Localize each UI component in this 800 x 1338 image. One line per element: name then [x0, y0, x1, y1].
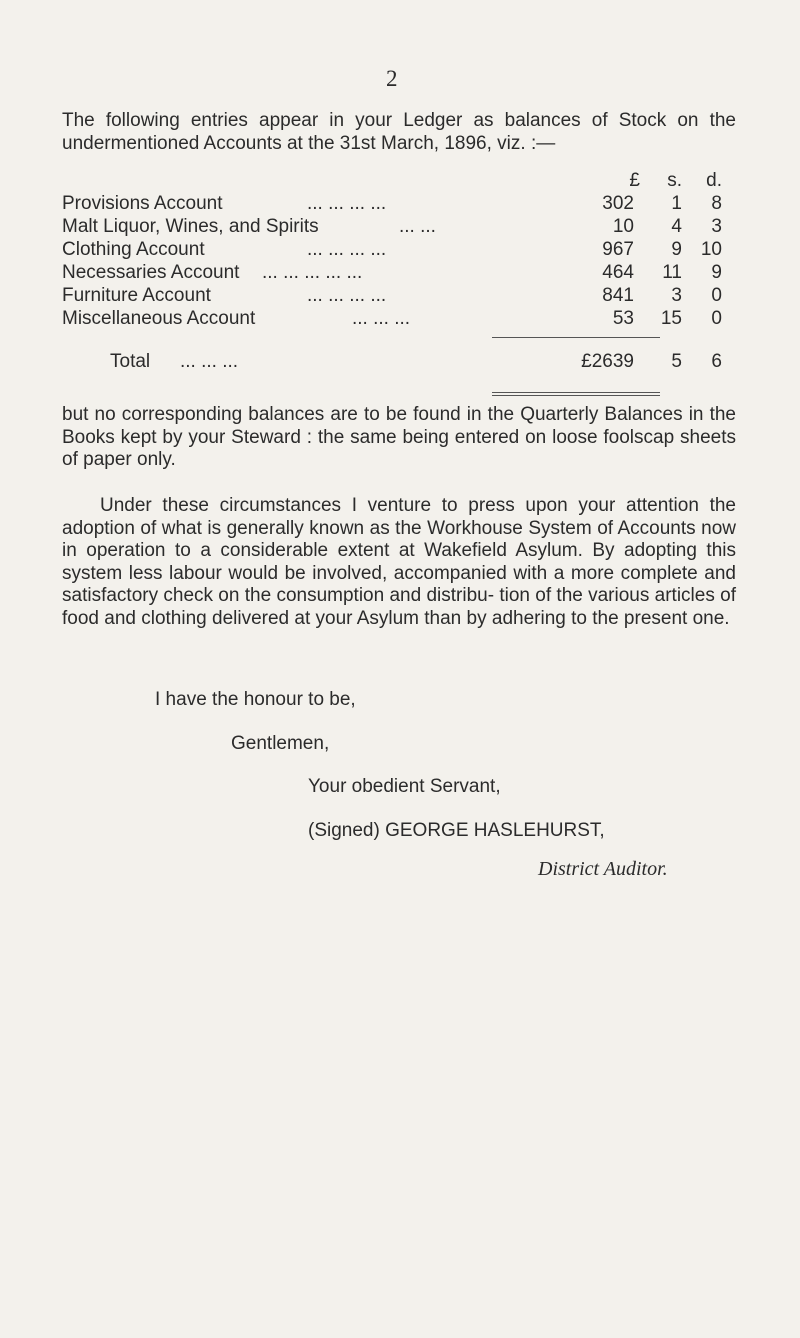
row-label: Necessaries Account	[62, 262, 240, 283]
header-pence: d.	[706, 170, 722, 191]
row-pounds: 464	[602, 262, 634, 283]
total-pounds: £2639	[581, 351, 634, 372]
table-row	[62, 239, 722, 262]
row-pounds: 967	[602, 239, 634, 260]
intro-paragraph: The following entries appear in your Ledger as balances of Stock on the undermentioned Accounts at the 31st March, 1896, viz. :—	[62, 110, 736, 154]
closing-servant: Your obedient Servant,	[308, 776, 501, 797]
row-leader: ... ... ... ...	[307, 285, 387, 306]
row-pence: 9	[711, 262, 722, 283]
row-shillings: 3	[671, 285, 682, 306]
row-shillings: 15	[660, 308, 682, 329]
row-pence: 10	[700, 239, 722, 260]
row-shillings: 4	[671, 216, 682, 237]
row-shillings: 9	[671, 239, 682, 260]
total-rule-double-1	[492, 392, 660, 393]
row-pence: 0	[711, 285, 722, 306]
row-label: Provisions Account	[62, 193, 223, 214]
row-pounds: 841	[602, 285, 634, 306]
row-shillings: 1	[671, 193, 682, 214]
row-leader: ... ...	[399, 216, 436, 237]
table-row	[62, 285, 722, 308]
total-rule-double-2	[492, 395, 660, 396]
row-pence: 3	[711, 216, 722, 237]
table-row	[62, 308, 722, 331]
row-shillings: 11	[662, 262, 682, 283]
header-pounds: £	[629, 170, 640, 191]
table-header	[62, 170, 722, 193]
total-rule-top	[492, 337, 660, 338]
row-pounds: 302	[602, 193, 634, 214]
total-shillings: 5	[671, 351, 682, 372]
signature-name: (Signed) GEORGE HASLEHURST,	[308, 820, 605, 841]
row-leader: ... ... ... ... ...	[262, 262, 363, 283]
row-pounds: 53	[612, 308, 634, 329]
row-pounds: 10	[612, 216, 634, 237]
row-leader: ... ... ... ...	[307, 193, 387, 214]
row-leader: ... ... ... ...	[307, 239, 387, 260]
closing-honour: I have the honour to be,	[155, 689, 356, 710]
table-row	[62, 216, 722, 239]
total-row	[62, 351, 722, 374]
stock-balances-table	[62, 170, 722, 374]
signature-title: District Auditor.	[538, 858, 668, 880]
total-label: Total	[110, 351, 151, 372]
row-label: Malt Liquor, Wines, and Spirits	[62, 216, 319, 237]
table-row	[62, 262, 722, 285]
row-leader: ... ... ...	[352, 308, 411, 329]
row-pence: 8	[711, 193, 722, 214]
row-pence: 0	[711, 308, 722, 329]
row-label: Furniture Account	[62, 285, 211, 306]
page-number: 2	[386, 66, 398, 91]
paragraph-balances: but no corresponding balances are to be found in the Quarterly Balances in the Books kept by your Steward : the same being entered on loose foolscap sheets of paper only.	[62, 404, 736, 470]
row-label: Miscellaneous Account	[62, 308, 256, 329]
total-leader: ... ... ...	[180, 351, 239, 372]
header-shillings: s.	[667, 170, 682, 191]
closing-salutation: Gentlemen,	[231, 733, 330, 754]
paragraph-circumstances: Under these circumstances I venture to press upon your attention the adoption of what is generally known as the Workhouse System of Accounts now in operation to a considerable extent at Wakefield Asylum. By adopting this system less labour would be involved, accompanied with a more complete and satisfactory check on the consumption and distribu- tion of the various articles of food and clothing delivered at your Asylum than by adhering to the present one.	[62, 495, 736, 629]
row-label: Clothing Account	[62, 239, 205, 260]
table-row	[62, 193, 722, 216]
total-pence: 6	[711, 351, 722, 372]
